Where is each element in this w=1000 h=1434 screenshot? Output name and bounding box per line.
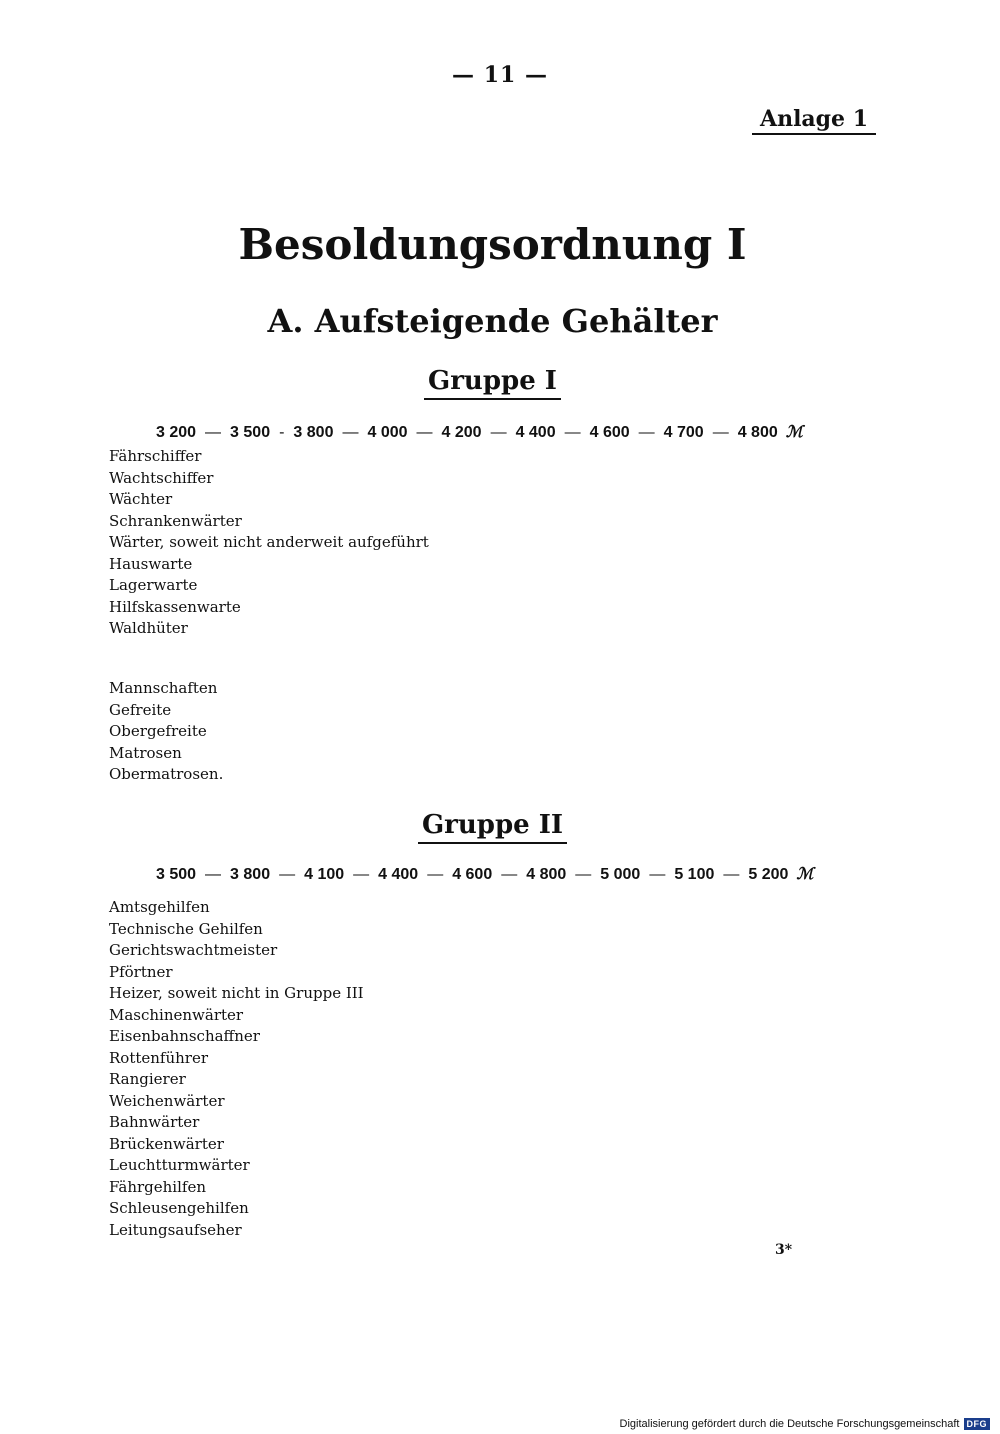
dfg-logo-icon: DFG bbox=[964, 1418, 991, 1430]
salary-step: 4 400 bbox=[515, 424, 556, 441]
salary-step: 3 500 bbox=[230, 424, 271, 441]
list-item: Hauswarte bbox=[109, 554, 193, 573]
salary-step: 3 800 bbox=[293, 424, 334, 441]
list-item: Wächter bbox=[109, 490, 173, 508]
group-1-occupation-list-a bbox=[109, 446, 429, 640]
list-item: Rottenführer bbox=[109, 1048, 209, 1067]
group-1-heading bbox=[0, 366, 985, 396]
salary-step: 4 700 bbox=[663, 424, 704, 441]
section-subtitle: A. Aufsteigende Gehälter bbox=[267, 302, 718, 340]
group-2-heading-text: Gruppe II bbox=[418, 810, 567, 844]
group-2-salary-scale: 3 500 — 3 800 — 4 100 — 4 400 — 4 600 — 4 800 — 5 000 — 5 100 — 5 200 ℳ bbox=[156, 866, 814, 883]
page-title: Besoldungsordnung I bbox=[238, 220, 747, 269]
group-2-occupation-list bbox=[109, 897, 364, 1241]
salary-step: 3 800 bbox=[230, 866, 271, 883]
currency-symbol: ℳ bbox=[785, 424, 803, 441]
salary-step: 3 200 bbox=[156, 424, 197, 441]
salary-step: 4 000 bbox=[367, 424, 408, 441]
list-item: Eisenbahnschaffner bbox=[109, 1027, 260, 1045]
list-item: Hilfskassenwarte bbox=[109, 597, 241, 616]
group-1-heading-text: Gruppe I bbox=[424, 366, 561, 400]
list-item: Obermatrosen. bbox=[109, 765, 224, 783]
list-item: Bahnwärter bbox=[109, 1113, 200, 1131]
salary-step: 4 400 bbox=[378, 866, 419, 883]
page-number: — 11 — bbox=[452, 62, 548, 88]
salary-step: 4 600 bbox=[452, 866, 493, 883]
list-item: Leuchtturmwärter bbox=[109, 1156, 250, 1174]
salary-step: 5 100 bbox=[674, 866, 715, 883]
list-item: Pförtner bbox=[109, 962, 173, 981]
salary-step: 4 800 bbox=[737, 424, 778, 441]
list-item: Fährgehilfen bbox=[109, 1177, 206, 1196]
digitization-credit bbox=[620, 1418, 990, 1430]
list-item: Gerichtswachtmeister bbox=[109, 941, 278, 959]
list-item: Brückenwärter bbox=[109, 1134, 224, 1153]
list-item: Schleusengehilfen bbox=[109, 1199, 249, 1217]
list-item: Waldhüter bbox=[109, 619, 188, 637]
group-2-heading bbox=[0, 810, 985, 840]
currency-symbol: ℳ bbox=[796, 866, 814, 883]
list-item: Wachtschiffer bbox=[109, 468, 214, 487]
list-item: Obergefreite bbox=[109, 722, 207, 740]
list-item: Wärter, soweit nicht anderweit aufgeführt bbox=[109, 533, 429, 551]
list-item: Lagerwarte bbox=[109, 576, 198, 594]
list-item: Rangierer bbox=[109, 1070, 186, 1088]
group-1-salary-scale: 3 200 — 3 500 - 3 800 — 4 000 — 4 200 — 4 400 — 4 600 — 4 700 — 4 800 ℳ bbox=[156, 424, 803, 441]
signature-mark: 3* bbox=[775, 1242, 793, 1258]
list-item: Technische Gehilfen bbox=[109, 919, 263, 938]
list-item: Mannschaften bbox=[109, 679, 218, 697]
list-item: Fährschiffer bbox=[109, 447, 202, 465]
salary-step: 3 500 bbox=[156, 866, 197, 883]
group-1-occupation-list-b bbox=[109, 678, 223, 786]
list-item: Gefreite bbox=[109, 700, 172, 719]
list-item: Weichenwärter bbox=[109, 1091, 225, 1110]
footer-text: Digitalisierung gefördert durch die Deutsche Forschungsgemeinschaft bbox=[619, 1418, 960, 1430]
appendix-label: Anlage 1 bbox=[752, 106, 876, 135]
salary-step: 4 100 bbox=[304, 866, 345, 883]
list-item: Maschinenwärter bbox=[109, 1005, 244, 1024]
salary-step: 4 200 bbox=[441, 424, 482, 441]
salary-step: 4 600 bbox=[589, 424, 630, 441]
list-item: Amtsgehilfen bbox=[109, 898, 210, 916]
list-item: Leitungsaufseher bbox=[109, 1220, 242, 1239]
list-item: Matrosen bbox=[109, 743, 182, 762]
list-item: Heizer, soweit nicht in Gruppe III bbox=[109, 984, 364, 1002]
salary-step: 5 000 bbox=[600, 866, 641, 883]
salary-step: 4 800 bbox=[526, 866, 567, 883]
list-item: Schrankenwärter bbox=[109, 511, 242, 530]
salary-step: 5 200 bbox=[748, 866, 789, 883]
